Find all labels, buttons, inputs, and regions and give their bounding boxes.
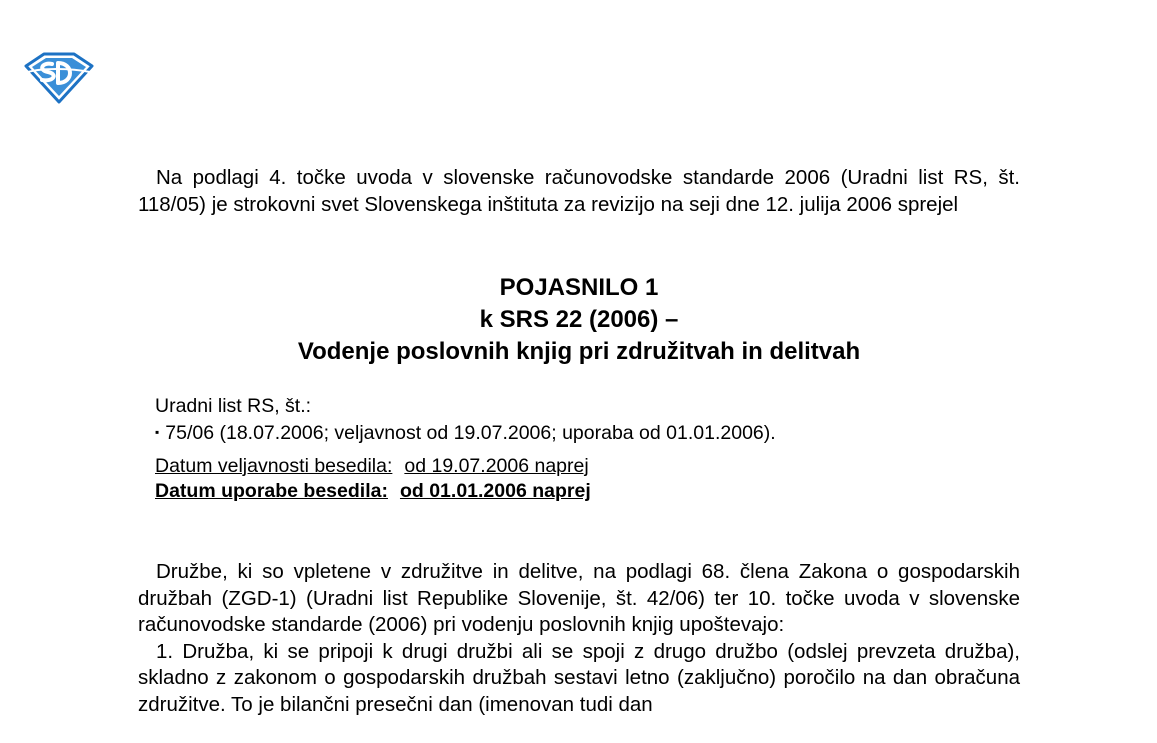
bullet-icon: ▪ (155, 425, 160, 439)
title-line-2: k SRS 22 (2006) – (479, 306, 679, 333)
text-dates (155, 454, 591, 504)
body-paragraph-1: Družbe, ki so vpletene v združitve in delitve, na podlagi 68. člena Zakona o gospodarskih družbah (ZGD-1) (Uradni list Republike Slovenije, št. 42/06) ter 10. točke uvoda v slovenske računovodske standarde (2006) pri vodenju poslovnih knjig upoštevajo: (138, 560, 1020, 636)
use-date-label: Datum uporabe besedila: (155, 480, 388, 502)
document-title (138, 272, 1020, 368)
gazette-entry-text: 75/06 (18.07.2006; veljavnost od 19.07.2006; uporaba od 01.01.2006). (165, 422, 776, 444)
institute-logo (22, 50, 96, 104)
use-date-row (155, 479, 591, 504)
validity-date-label: Datum veljavnosti besedila: (155, 455, 393, 477)
body-paragraph-2: 1. Družba, ki se pripoji k drugi družbi ali se spoji z drugo družbo (odslej prevzeta družba), skladno z zakonom o gospodarskih družbah sestavi letno (zaključno) poročilo na dan obračuna združitve. To je bilančni presečni dan (imenovan tudi dan (138, 639, 1020, 716)
title-line-3: Vodenje poslovnih knjig pri združitvah in delitvah (297, 338, 861, 365)
body-text (138, 559, 1020, 718)
gazette-entry (155, 419, 776, 446)
gazette-reference (155, 393, 776, 446)
title-line-1: POJASNILO 1 (499, 274, 659, 301)
gazette-heading: Uradni list RS, št.: (155, 395, 312, 417)
intro-paragraph: Na podlagi 4. točke uvoda v slovenske računovodske standarde 2006 (Uradni list RS, št. 118/05) je strokovni svet Slovenskega inštituta za revizijo na seji dne 12. julija 2006 sprejel (138, 166, 1020, 216)
use-date-value: od 01.01.2006 naprej (399, 480, 591, 502)
validity-date-value: od 19.07.2006 naprej (404, 455, 589, 477)
validity-date-row (155, 454, 591, 479)
